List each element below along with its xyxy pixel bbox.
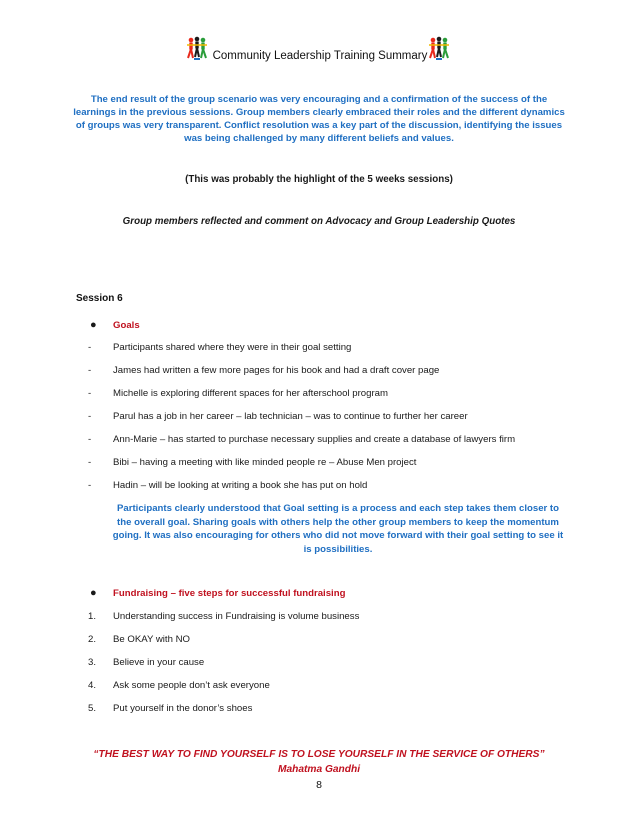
list-item xyxy=(0,434,638,448)
step-number: 2. xyxy=(88,634,97,645)
list-item xyxy=(0,342,638,356)
dash-marker: - xyxy=(88,457,92,468)
session-heading: Session 6 xyxy=(76,293,123,304)
step-text: Put yourself in the donor’s shoes xyxy=(113,703,253,714)
step-text: Ask some people don’t ask everyone xyxy=(113,680,270,691)
dash-marker: - xyxy=(88,365,92,376)
dash-marker: - xyxy=(88,480,92,491)
dash-marker: - xyxy=(88,411,92,422)
intro-paragraph: The end result of the group scenario was very encouraging and a confirmation of the success of the learnings in the previous sessions. Group members clearly embraced their roles and the different dynamics of groups was very transparent. Conflict resolution was a key part of the discussion, identifying the issues was being challenged by many different beliefs and values. xyxy=(73,94,565,144)
step-number: 5. xyxy=(88,703,97,714)
list-item xyxy=(0,365,638,379)
fundraising-heading: Fundraising – five steps for successful fundraising xyxy=(113,588,346,599)
step-number: 1. xyxy=(88,611,97,622)
people-group-logo-icon xyxy=(186,36,208,67)
document-title: Community Leadership Training Summary xyxy=(212,50,428,62)
reflection-note: Group members reflected and comment on Advocacy and Group Leadership Quotes xyxy=(122,216,516,227)
goals-heading: Goals xyxy=(113,320,140,331)
list-item xyxy=(0,680,638,694)
goals-summary-note: Participants clearly understood that Goal setting is a process and each step takes them closer to the overall goal. Sharing goals with others help the other group members to keep the momentum going. It was also encouraging for others who did not move forward with their goal setting to see it is possibilities. xyxy=(112,503,564,555)
bullet-icon: ● xyxy=(90,587,97,599)
list-item xyxy=(0,634,638,648)
bullet-icon: ● xyxy=(90,319,97,331)
dash-marker: - xyxy=(88,434,92,445)
step-text: Understanding success in Fundraising is volume business xyxy=(113,611,360,622)
list-item xyxy=(0,657,638,671)
quote-author: Mahatma Gandhi xyxy=(277,764,361,775)
footer-quote: “THE BEST WAY TO FIND YOURSELF IS TO LOSE YOURSELF IN THE SERVICE OF OTHERS” xyxy=(93,749,545,760)
goal-item-text: Bibi – having a meeting with like minded people re – Abuse Men project xyxy=(113,457,417,468)
goal-item-text: Hadin – will be looking at writing a book she has put on hold xyxy=(113,480,368,491)
step-text: Be OKAY with NO xyxy=(113,634,190,645)
step-number: 3. xyxy=(88,657,97,668)
page-number: 8 xyxy=(316,779,322,791)
list-item xyxy=(0,388,638,402)
list-item xyxy=(0,611,638,625)
list-item xyxy=(0,480,638,494)
list-item xyxy=(0,703,638,717)
step-text: Believe in your cause xyxy=(113,657,205,668)
goal-item-text: Participants shared where they were in their goal setting xyxy=(113,342,352,353)
goal-item-text: Ann-Marie – has started to purchase necessary supplies and create a database of lawyers firm xyxy=(113,434,516,445)
highlight-note: (This was probably the highlight of the 5 weeks sessions) xyxy=(185,174,453,185)
page-header xyxy=(0,36,638,66)
dash-marker: - xyxy=(88,388,92,399)
list-item xyxy=(0,411,638,425)
goals-heading-row xyxy=(0,320,638,334)
goal-item-text: James had written a few more pages for his book and had a draft cover page xyxy=(113,365,440,376)
step-number: 4. xyxy=(88,680,97,691)
goal-item-text: Parul has a job in her career – lab technician – was to continue to further her career xyxy=(113,411,468,422)
dash-marker: - xyxy=(88,342,92,353)
list-item xyxy=(0,457,638,471)
people-group-logo-icon xyxy=(428,36,450,67)
fundraising-heading-row xyxy=(0,588,638,602)
goal-item-text: Michelle is exploring different spaces for her afterschool program xyxy=(113,388,388,399)
